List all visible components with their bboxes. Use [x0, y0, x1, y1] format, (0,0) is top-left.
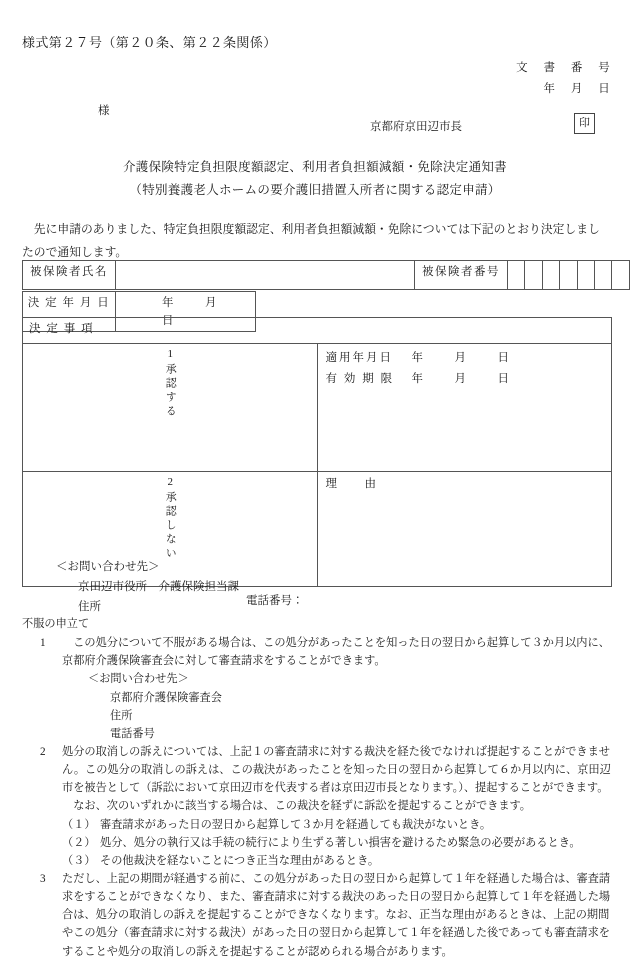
- row-label-deny-text: 2承認しない: [161, 476, 178, 561]
- contact-heading: ＜お問い合わせ先＞: [22, 558, 239, 578]
- insured-number-box-4[interactable]: [560, 261, 577, 290]
- decision-date-label: 決 定 年 月 日: [23, 292, 116, 332]
- appeal-title: 不服の申立て: [22, 615, 616, 633]
- appeal-subitem-2: [22, 834, 616, 852]
- contact-block: [22, 558, 239, 617]
- appeal-item-1-marker: 1: [40, 634, 46, 652]
- appeal-item-2: [22, 743, 616, 816]
- reason-detail-cell[interactable]: [317, 472, 612, 587]
- appeal-item-1-contact-phone-label: 電話番号: [62, 725, 616, 743]
- appeal-item-1-contact-heading: ＜お問い合わせ先＞: [62, 670, 616, 688]
- appeal-item-1: [22, 634, 616, 743]
- contact-address-label: 住所: [22, 598, 239, 618]
- contact-phone-label: 電話番号：: [246, 592, 304, 612]
- document-title: [0, 158, 630, 201]
- contact-organization: 京田辺市役所 介護保険担当課: [22, 578, 239, 598]
- appeal-item-1-contact-address-label: 住所: [62, 707, 616, 725]
- valid-until-field: [326, 369, 612, 390]
- issue-date-label: 年 月 日: [516, 79, 612, 100]
- appeal-item-3: [22, 870, 616, 961]
- table-row: [23, 261, 630, 290]
- form-number: 様式第２７号（第２０条、第２２条関係）: [22, 33, 277, 53]
- apply-date-value[interactable]: 年 月 日: [412, 352, 520, 364]
- decision-items-header: 決 定 事 項: [23, 318, 612, 344]
- insured-number-box-7[interactable]: [612, 261, 629, 290]
- appeal-subitem-1-marker: （１）: [62, 816, 96, 834]
- insured-number-box-5[interactable]: [577, 261, 594, 290]
- table-row: [23, 344, 612, 472]
- valid-until-value[interactable]: 年 月 日: [412, 373, 520, 385]
- seal-stamp-box: 印: [574, 113, 595, 134]
- appeal-subitem-2-marker: （２）: [62, 834, 96, 852]
- appeal-item-3-paragraph: ただし、上記の期間が経過する前に、この処分があった日の翌日から起算して１年を経過した場合は、審査請求をすることができなくなり、また、審査請求に対する裁決のあった日の翌日から起算して１年を経過した場合は、処分の取消しの訴えを提起することができなくなります。なお、正当な理由があるときは、上記の期間やこの処分（審査請求に対する裁決）があった日の翌日から起算して１年を経過した後であっても審査請求をすることや処分の取消しの訴えを提起することが認められる場合があります。: [62, 870, 616, 961]
- appeal-item-2-paragraph-1: 処分の取消しの訴えについては、上記１の審査請求に対する裁決を経た後でなければ提起することができません。この処分の取消しの訴えは、この裁決があったことを知った日の翌日から起算して６か月以内に、京田辺市を被告として（訴訟において京田辺市を代表する者は京田辺市長となります。）、提起することができます。: [62, 743, 616, 797]
- table-row: [23, 318, 612, 344]
- decision-date-value[interactable]: 年 月 日: [116, 292, 256, 332]
- lead-paragraph: 先に申請のありました、特定負担限度額認定、利用者負担額減額・免除については下記のとおり決定しましたので通知します。: [22, 218, 610, 264]
- decision-items-table: [22, 317, 612, 587]
- appeal-subitem-3-text: その他裁決を経ないことにつき正当な理由があるとき。: [100, 855, 379, 867]
- appeal-subitem-1: [22, 816, 616, 834]
- appeal-item-1-contact-organization: 京都府介護保険審査会: [62, 689, 616, 707]
- appeal-subitem-3: [22, 852, 616, 870]
- appeal-item-2-paragraph-2: なお、次のいずれかに該当する場合は、この裁決を経ずに訴訟を提起することができます。: [62, 797, 616, 815]
- insured-number-box-3[interactable]: [542, 261, 559, 290]
- insured-number-box-1[interactable]: [508, 261, 525, 290]
- appeal-subitem-3-marker: （３）: [62, 852, 96, 870]
- appeal-item-3-marker: 3: [40, 870, 46, 888]
- appeal-item-1-paragraph: この処分について不服がある場合は、この処分があったことを知った日の翌日から起算して３か月以内に、京都府介護保険審査会に対して審査請求をすることができます。: [62, 634, 616, 670]
- insured-name-label: 被保険者氏名: [23, 261, 116, 290]
- insured-number-box-6[interactable]: [594, 261, 611, 290]
- title-sub-line: （特別養護老人ホームの要介護旧措置入所者に関する認定申請）: [0, 181, 630, 200]
- title-main-line: 介護保険特定負担限度額認定、利用者負担額減額・免除決定通知書: [0, 158, 630, 177]
- document-number-label: 文 書 番 号: [516, 58, 612, 79]
- issuer-name: 京都府京田辺市長: [370, 119, 462, 137]
- row-label-approve-text: 1承認する: [161, 348, 178, 419]
- appeal-item-2-marker: 2: [40, 743, 46, 761]
- approve-detail-cell[interactable]: [317, 344, 612, 472]
- appeal-subitem-1-text: 審査請求があった日の翌日から起算して３か月を経過しても裁決がないとき。: [100, 819, 491, 831]
- document-meta: [516, 58, 612, 101]
- insured-number-label: 被保険者番号: [415, 261, 508, 290]
- insured-person-table: [22, 260, 630, 290]
- row-label-approve: [23, 344, 318, 472]
- appeal-subitem-2-text: 処分、処分の執行又は手続の続行により生ずる著しい損害を避けるため緊急の必要があるとき。: [100, 837, 581, 849]
- addressee-honorific: 様: [98, 103, 110, 121]
- apply-date-field: [326, 348, 612, 369]
- insured-name-value[interactable]: [116, 261, 415, 290]
- apply-date-label: 適用年月日: [326, 348, 412, 369]
- appeal-section: [22, 615, 616, 961]
- valid-until-label: 有 効 期 限: [326, 369, 412, 390]
- insured-number-box-2[interactable]: [525, 261, 542, 290]
- reason-label: 理 由: [326, 476, 612, 494]
